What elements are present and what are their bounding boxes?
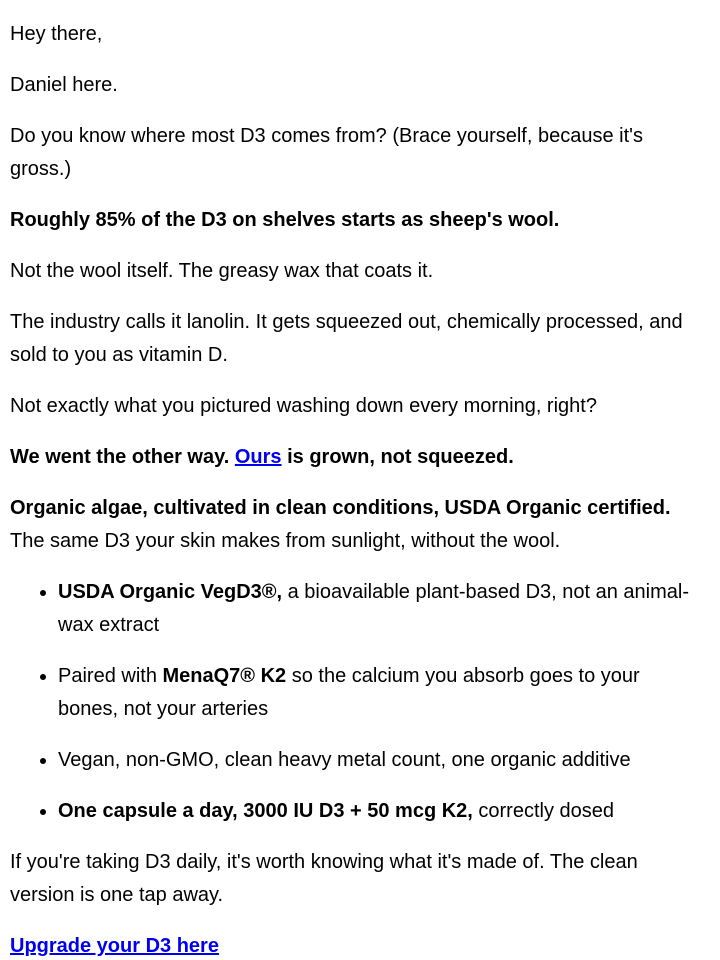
- bullet-bold: USDA Organic VegD3®,: [58, 581, 283, 603]
- lanolin-line: The industry calls it lanolin. It gets squeezed out, chemically processed, and sold to you as vitamin D.: [10, 311, 683, 366]
- benefits-list: [10, 576, 690, 828]
- wool-line: Not the wool itself. The greasy wax that coats it.: [10, 260, 434, 282]
- list-item: [58, 576, 690, 642]
- pictured-line: Not exactly what you pictured washing down every morning, right?: [10, 395, 597, 417]
- algae-rest: The same D3 your skin makes from sunlight, without the wool.: [10, 530, 561, 552]
- bullet-bold: MenaQ7® K2: [162, 665, 287, 687]
- list-item: [58, 795, 690, 828]
- bullet-bold: One capsule a day, 3000 IU D3 + 50 mcg K2,: [58, 800, 473, 822]
- bullet-pre: Paired with: [58, 665, 163, 687]
- intro-line: Daniel here.: [10, 74, 118, 96]
- list-item: [58, 660, 690, 726]
- bullet-text: a bioavailable plant-based D3, not an animal-wax extract: [58, 581, 689, 636]
- question-line: Do you know where most D3 comes from? (Brace yourself, because it's gross.): [10, 125, 643, 180]
- upgrade-link[interactable]: Upgrade your D3 here: [10, 935, 219, 957]
- fact-line: [10, 204, 690, 237]
- greeting: Hey there,: [10, 23, 103, 45]
- fact-bold: Roughly 85% of the D3 on shelves starts as sheep's wool.: [10, 209, 560, 231]
- other-way-before: We went the other way.: [10, 446, 235, 468]
- bullet-text: Vegan, non-GMO, clean heavy metal count, one organic additive: [58, 749, 631, 771]
- other-way-line: [10, 441, 690, 474]
- list-item: [58, 744, 690, 777]
- cta-line: [10, 930, 690, 960]
- algae-bold: Organic algae, cultivated in clean conditions, USDA Organic certified.: [10, 497, 671, 519]
- closing-line: If you're taking D3 daily, it's worth knowing what it's made of. The clean version is one tap away.: [10, 851, 638, 906]
- bullet-text: so the calcium you absorb goes to your bones, not your arteries: [58, 665, 640, 720]
- other-way-after: is grown, not squeezed.: [281, 446, 514, 468]
- other-way-bold: [10, 446, 514, 468]
- ours-link[interactable]: Ours: [234, 446, 282, 468]
- bullet-text: correctly dosed: [472, 800, 615, 822]
- algae-line: [10, 492, 690, 558]
